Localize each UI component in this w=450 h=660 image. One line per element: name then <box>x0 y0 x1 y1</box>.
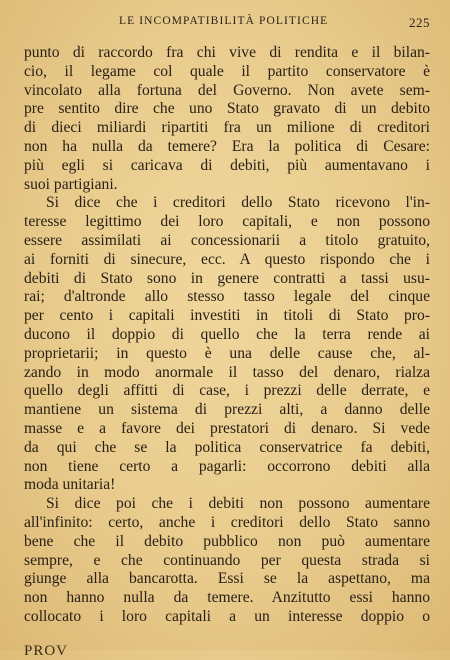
text-line: vincolato alla fortuna del Governo. Non avete sem- <box>24 81 430 99</box>
text-line: non ha nulla da temere? Era la politica di Cesare: <box>24 137 430 155</box>
text-line: quello degli affitti di case, i prezzi delle derrate, e <box>24 382 430 400</box>
text-line: rai; d'altronde allo stesso tasso legale del cinque <box>24 288 430 306</box>
text-line: ai forniti di sinecure, ecc. A questo rispondo che i <box>24 250 430 268</box>
text-line: sempre, e che continuando per questa strada si <box>24 551 430 569</box>
paragraph <box>24 194 430 495</box>
text-line: moda unitaria! <box>24 476 116 494</box>
text-line: non tiene certo a pagarli: occorrono debiti alla <box>24 457 430 475</box>
running-title: LE INCOMPATIBILITÀ POLITICHE <box>119 15 329 27</box>
text-line: masse e a favore dei prestatori di denaro. Si vede <box>24 419 430 437</box>
text-line: zando in modo anormale il tasso del denaro, rialza <box>24 363 430 381</box>
text-line: all'infinito: certo, anche i creditori dello Stato sanno <box>24 513 430 531</box>
paragraph <box>24 44 430 194</box>
text-line: mantiene un sistema di prezzi alti, a danno delle <box>24 401 430 419</box>
body-text <box>24 44 430 627</box>
text-line: suoi partigiani. <box>24 175 118 193</box>
text-line: Si dice che i creditori dello Stato ricevono l'in- <box>46 194 430 212</box>
text-line: essere assimilati ai concessionarii a titolo gratuito, <box>24 231 430 249</box>
text-line: cio, il legame col quale il partito conservatore è <box>24 62 430 80</box>
text-line: per cento i capitali investiti in titoli di Stato pro- <box>24 307 430 325</box>
paragraph <box>24 495 430 627</box>
page-number: 225 <box>409 15 430 30</box>
text-line: Si dice poi che i debiti non possono aumentare <box>46 495 430 513</box>
text-line: di dieci miliardi ripartiti fra un milione di creditori <box>24 119 430 137</box>
running-head <box>24 15 434 31</box>
text-line: punto di raccordo fra chi vive di rendita e il bilan- <box>24 44 430 61</box>
cut-off-line: PROV <box>24 643 69 659</box>
text-line: debiti di Stato sono in genere contratti a tassi usu- <box>24 269 430 287</box>
text-line: bene che il debito pubblico non può aumentare <box>24 532 430 550</box>
text-line: da qui che se la politica conservatrice fa debiti, <box>24 438 430 456</box>
text-line: collocato i loro capitali a un interesse doppio o <box>24 607 430 625</box>
text-line: non hanno nulla da temere. Anzitutto essi hanno <box>24 589 430 607</box>
text-line: giunge alla bancarotta. Essi se la aspettano, ma <box>24 570 430 588</box>
text-line: pre sentito dire che uno Stato gravato di un debito <box>24 100 430 118</box>
text-line: più egli si caricava di debiti, più aumentavano i <box>24 156 430 174</box>
text-line: teresse legittimo dei loro capitali, e non possono <box>24 213 430 231</box>
text-line: proprietarii; in questo è una delle cause che, al- <box>24 344 430 362</box>
text-line: ducono il doppio di quello che la terra rende ai <box>24 325 430 343</box>
